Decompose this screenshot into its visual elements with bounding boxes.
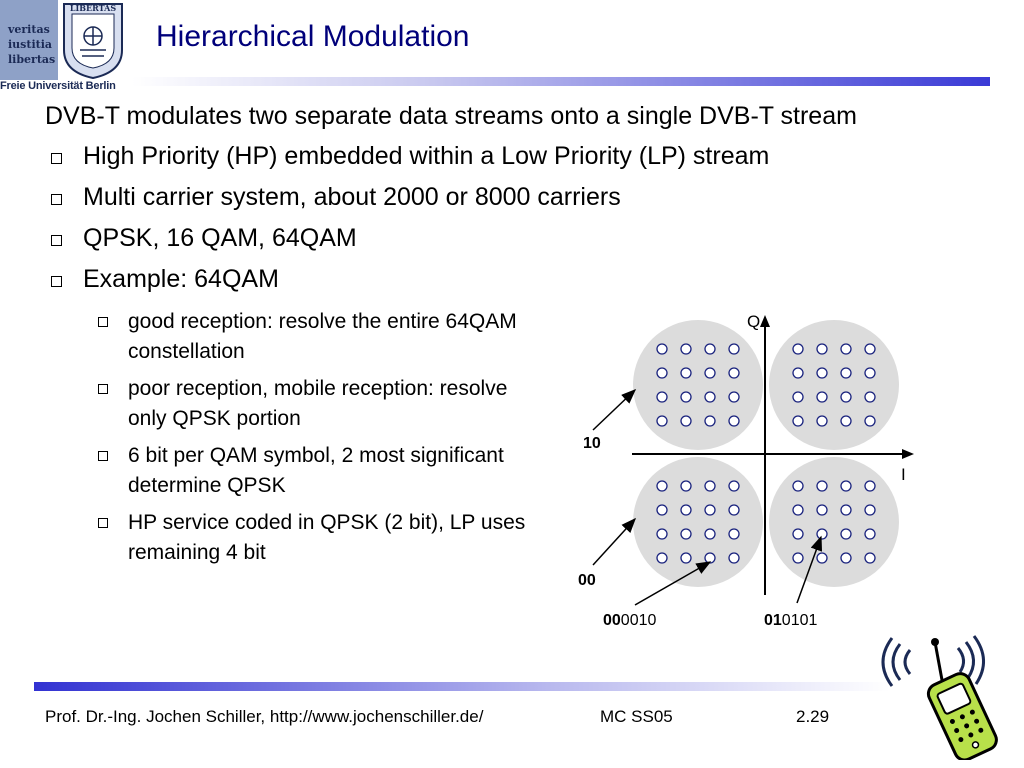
- constellation-point: [705, 344, 715, 354]
- constellation-point: [729, 392, 739, 402]
- constellation-point: [705, 416, 715, 426]
- motto-line: iustitia: [8, 38, 53, 51]
- constellation-point: [657, 481, 667, 491]
- constellation-point: [817, 529, 827, 539]
- arrow-10: [593, 390, 635, 430]
- square-bullet-icon: [98, 317, 108, 327]
- constellation-point: [681, 505, 691, 515]
- title-underline-bar: [132, 77, 990, 86]
- constellation-point: [681, 368, 691, 378]
- qpsk-region-top-right: [769, 320, 899, 450]
- university-logo: [0, 0, 128, 95]
- constellation-point: [817, 344, 827, 354]
- constellation-point: [729, 416, 739, 426]
- bullet-item: [45, 183, 769, 224]
- constellation-point: [817, 553, 827, 563]
- bullet-item: [45, 224, 769, 265]
- square-bullet-icon: [51, 276, 62, 287]
- seal-text: LIBERTAS: [69, 3, 117, 13]
- q-axis-arrow-icon: [760, 315, 770, 327]
- intro-text: DVB-T modulates two separate data streams onto a single DVB-T stream: [45, 102, 857, 130]
- code-lsb: 0010: [620, 612, 657, 629]
- qpsk-region-bottom-right: [769, 457, 899, 587]
- bullet-list: [45, 142, 769, 306]
- motto-line: veritas: [8, 23, 50, 36]
- constellation-point: [657, 344, 667, 354]
- bullet-item: [45, 265, 769, 306]
- logo-motto: [8, 22, 55, 67]
- square-bullet-icon: [51, 235, 62, 246]
- constellation-point: [681, 344, 691, 354]
- constellation-point: [705, 481, 715, 491]
- constellation-point: [841, 392, 851, 402]
- constellation-point: [865, 416, 875, 426]
- label-10: 10: [583, 435, 601, 452]
- constellation-point: [841, 529, 851, 539]
- qpsk-region-bottom-left: [633, 457, 763, 587]
- constellation-point: [817, 368, 827, 378]
- constellation-point: [729, 344, 739, 354]
- constellation-point: [705, 553, 715, 563]
- footer-course: MC SS05: [600, 707, 673, 726]
- i-axis-label: I: [901, 465, 906, 484]
- constellation-point: [817, 416, 827, 426]
- constellation-point: [657, 505, 667, 515]
- constellation-point: [705, 368, 715, 378]
- constellation-point: [793, 481, 803, 491]
- sub-bullet-list: [97, 307, 527, 575]
- constellation-point: [729, 505, 739, 515]
- footer-bar: [34, 682, 890, 691]
- slide-title: Hierarchical Modulation: [156, 20, 470, 53]
- square-bullet-icon: [98, 384, 108, 394]
- sub-bullet-text: good reception: resolve the entire 64QAM constellation: [128, 310, 517, 363]
- code-label-010101: [764, 612, 817, 629]
- constellation-point: [865, 344, 875, 354]
- constellation-point: [705, 392, 715, 402]
- constellation-point: [657, 553, 667, 563]
- constellation-point: [681, 416, 691, 426]
- constellation-point: [681, 529, 691, 539]
- seal-icon: [58, 0, 128, 80]
- constellation-point: [817, 505, 827, 515]
- bullet-text: QPSK, 16 QAM, 64QAM: [83, 224, 357, 252]
- label-00: 00: [578, 572, 596, 589]
- footer-author: Prof. Dr.-Ing. Jochen Schiller, http://www.jochenschiller.de/: [45, 707, 484, 726]
- constellation-point: [793, 553, 803, 563]
- q-axis-label: Q: [747, 312, 761, 331]
- sub-bullet-item: [97, 508, 527, 568]
- footer-page-number: 2.29: [796, 707, 830, 726]
- constellation-point: [793, 529, 803, 539]
- code-label-000010: [603, 612, 656, 629]
- constellation-point: [865, 392, 875, 402]
- qam-constellation-diagram: [560, 305, 920, 635]
- constellation-point: [793, 392, 803, 402]
- square-bullet-icon: [98, 518, 108, 528]
- constellation-point: [657, 392, 667, 402]
- sub-bullet-item: [97, 374, 527, 434]
- arrow-00: [593, 519, 635, 565]
- constellation-point: [841, 505, 851, 515]
- square-bullet-icon: [51, 153, 62, 164]
- logo-motto-panel: [0, 0, 58, 80]
- code-msb: 01: [764, 612, 782, 629]
- constellation-point: [841, 416, 851, 426]
- constellation-point: [817, 481, 827, 491]
- constellation-point: [793, 368, 803, 378]
- bullet-item: [45, 142, 769, 183]
- sub-bullet-item: [97, 307, 527, 367]
- sub-bullet-text: HP service coded in QPSK (2 bit), LP uses remaining 4 bit: [128, 511, 526, 564]
- constellation-point: [681, 392, 691, 402]
- constellation-point: [729, 368, 739, 378]
- constellation-point: [681, 553, 691, 563]
- code-msb: 00: [603, 612, 621, 629]
- constellation-point: [657, 416, 667, 426]
- bullet-text: Example: 64QAM: [83, 265, 279, 293]
- constellation-point: [817, 392, 827, 402]
- constellation-point: [793, 505, 803, 515]
- constellation-point: [865, 481, 875, 491]
- constellation-point: [657, 368, 667, 378]
- square-bullet-icon: [98, 451, 108, 461]
- constellation-point: [841, 481, 851, 491]
- i-axis-arrow-icon: [902, 449, 914, 459]
- constellation-point: [729, 481, 739, 491]
- constellation-point: [841, 553, 851, 563]
- constellation-point: [729, 553, 739, 563]
- mobile-phone-icon: [880, 630, 1010, 760]
- bullet-text: Multi carrier system, about 2000 or 8000 carriers: [83, 183, 621, 211]
- constellation-point: [865, 553, 875, 563]
- constellation-point: [793, 344, 803, 354]
- qpsk-region-top-left: [633, 320, 763, 450]
- bullet-text: High Priority (HP) embedded within a Low Priority (LP) stream: [83, 142, 770, 170]
- constellation-point: [865, 529, 875, 539]
- constellation-point: [705, 505, 715, 515]
- sub-bullet-text: poor reception, mobile reception: resolve only QPSK portion: [128, 377, 508, 430]
- square-bullet-icon: [51, 194, 62, 205]
- motto-line: libertas: [8, 53, 56, 66]
- constellation-point: [657, 529, 667, 539]
- university-name: Freie Universität Berlin: [0, 80, 116, 92]
- sub-bullet-text: 6 bit per QAM symbol, 2 most significant determine QPSK: [128, 444, 504, 497]
- constellation-point: [841, 344, 851, 354]
- constellation-point: [681, 481, 691, 491]
- constellation-point: [865, 368, 875, 378]
- code-lsb: 0101: [781, 612, 818, 629]
- sub-bullet-item: [97, 441, 527, 501]
- constellation-point: [865, 505, 875, 515]
- constellation-point: [841, 368, 851, 378]
- constellation-point: [793, 416, 803, 426]
- constellation-point: [729, 529, 739, 539]
- constellation-point: [705, 529, 715, 539]
